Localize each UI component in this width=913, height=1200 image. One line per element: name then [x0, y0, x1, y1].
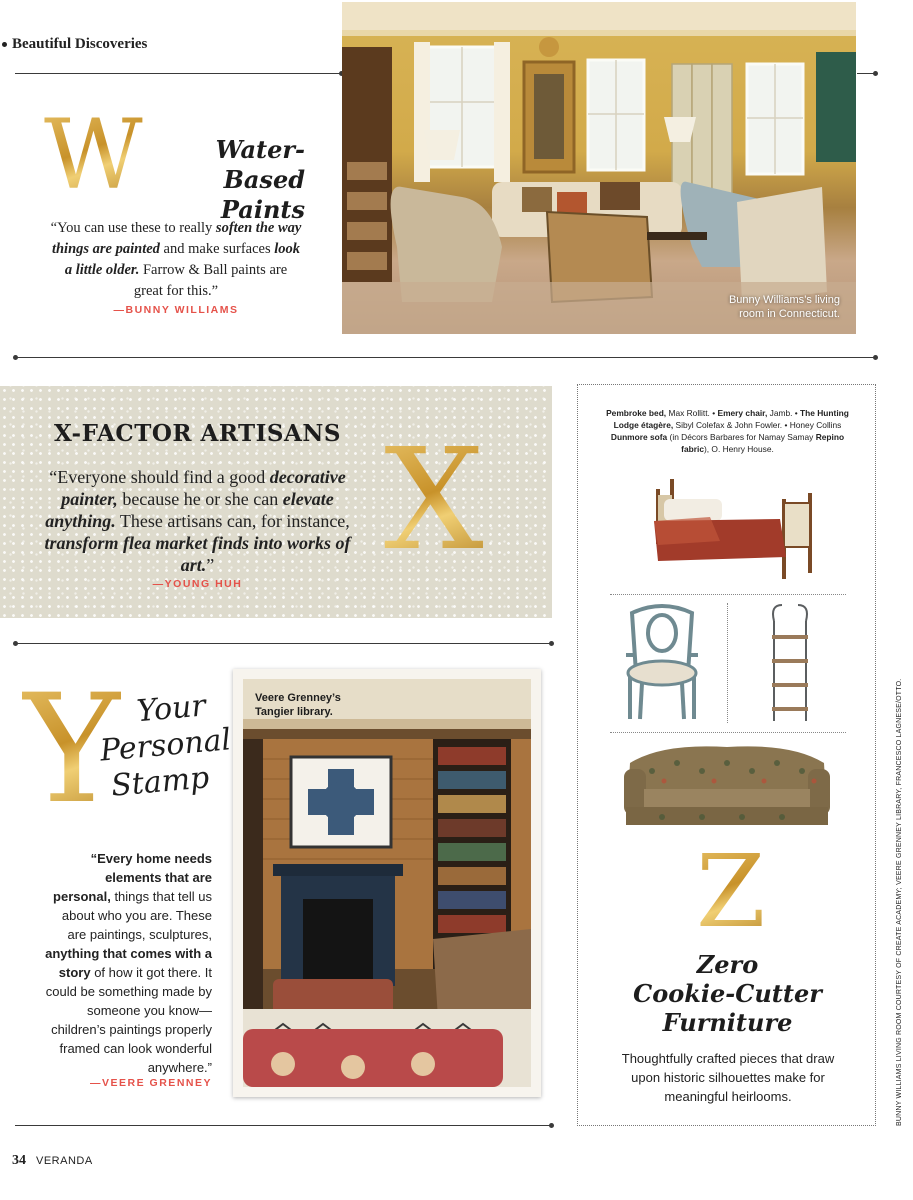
z-dotted-divider: [610, 594, 846, 595]
library-caption-line2: Tangier library.: [255, 706, 333, 718]
text-run: ”: [206, 555, 215, 575]
w-attribution: —BUNNY WILLIAMS: [113, 304, 239, 316]
z-product-credits: [600, 407, 855, 455]
y-quote: [44, 849, 212, 1077]
text-run: Dunmore sofa: [610, 432, 668, 442]
z-panel: [577, 384, 876, 1126]
library-caption: [255, 691, 341, 719]
etagere-image: [768, 601, 812, 723]
text-run: ), O. Henry House.: [703, 444, 774, 454]
text-run: of how it got there. It could be something made by someone you know—children’s paintings properly framed can look wonderful anywhere.”: [45, 965, 212, 1075]
z-heading-line2: Cookie-Cutter: [633, 979, 822, 1008]
bed-image: [650, 479, 820, 584]
text-run: (in Décors Barbares for Namay Samay: [667, 432, 816, 442]
section-label: Beautiful Discoveries: [12, 36, 148, 52]
photo-credit: BUNNY WILLIAMS LIVING ROOM COURTESY OF CREATE ACADEMY; VEERE GRENNEY LIBRARY, FRANCESCO LAGNESE/OTTO.: [896, 678, 903, 1126]
text-run: “Every home needs elements that are personal,: [53, 851, 212, 904]
text-run: things that tell us about who you are. These are paintings, sculptures,: [61, 889, 212, 942]
divider: [15, 643, 552, 644]
y-attribution: —VEERE GRENNEY: [90, 1077, 212, 1089]
text-run: and make surfaces: [159, 241, 275, 257]
text-run: Sibyl Colefax & John Fowler. • Honey Collins: [673, 420, 842, 430]
divider-dot: [549, 1123, 554, 1128]
text-run: anything that comes with a story: [45, 946, 212, 980]
text-run: These artisans can, for instance,: [115, 511, 350, 531]
text-run: elevate anything.: [45, 489, 334, 531]
living-room-illustration: [342, 2, 856, 334]
x-heading: X-FACTOR ARTISANS: [54, 420, 341, 447]
y-script-line2: Personal: [98, 722, 233, 769]
w-heading: [135, 135, 305, 225]
z-body-text: Thoughtfully crafted pieces that draw upon historic silhouettes make for meaningful heirlooms.: [621, 1051, 835, 1104]
text-run: “Everyone should find a good: [49, 467, 270, 487]
divider-dot: [873, 355, 878, 360]
drop-letter-w: W: [44, 99, 143, 211]
divider: [15, 357, 875, 358]
page-footer: [12, 1151, 93, 1169]
divider-dot: [549, 641, 554, 646]
w-quote: [50, 218, 302, 302]
y-script-heading: [96, 687, 235, 806]
z-heading: [578, 950, 877, 1037]
library-caption-line1: Veere Grenney’s: [255, 692, 341, 704]
text-run: Repino fabric: [681, 432, 845, 454]
divider-dot: [873, 71, 878, 76]
living-room-caption-line2: room in Connecticut.: [739, 308, 840, 320]
divider: [15, 1125, 552, 1126]
w-heading-line1: Water-Based: [215, 135, 305, 194]
library-illustration: [243, 679, 531, 1087]
text-run: soften the way things are painted: [51, 220, 302, 257]
magazine-name: VERANDA: [36, 1155, 93, 1167]
text-run: look a little older.: [64, 241, 301, 278]
text-run: Farrow & Ball paints are great for this.”: [133, 262, 288, 299]
z-heading-line3: Furniture: [662, 1008, 793, 1037]
z-dotted-divider-vertical: [727, 603, 728, 723]
library-image: [243, 679, 531, 1087]
living-room-caption: [729, 293, 840, 321]
drop-letter-z: Z: [696, 833, 766, 950]
text-run: because he or she can: [117, 489, 283, 509]
text-run: transform flea market finds into works of art.: [44, 533, 351, 575]
w-heading-line2: Paints: [220, 195, 305, 224]
text-run: “You can use these to really: [50, 220, 216, 236]
divider: [15, 73, 341, 74]
text-run: decorative painter,: [61, 467, 346, 509]
z-dotted-divider: [610, 732, 846, 733]
text-run: Max Rollitt. •: [666, 408, 718, 418]
z-heading-line1: Zero: [696, 950, 759, 979]
drop-letter-x: X: [384, 419, 484, 582]
text-run: The Hunting Lodge étagère,: [613, 408, 849, 430]
drop-letter-y: Y: [22, 663, 122, 837]
text-run: Emery chair,: [717, 408, 768, 418]
living-room-photo: [342, 2, 856, 334]
text-run: Jamb. •: [767, 408, 801, 418]
x-stucco-panel: [0, 386, 552, 618]
text-run: Pembroke bed,: [606, 408, 667, 418]
sofa-image: [622, 741, 832, 831]
y-script-line1: Your: [135, 688, 208, 730]
library-photo: [233, 669, 541, 1097]
chair-image: [622, 603, 704, 721]
y-script-line3: Stamp: [109, 760, 211, 804]
x-attribution: —YOUNG HUH: [152, 578, 243, 590]
living-room-caption-line1: Bunny Williams’s living: [728, 294, 840, 306]
x-quote: [40, 466, 355, 576]
page-number: 34: [12, 1153, 26, 1168]
header-bullet-dot: [2, 42, 7, 47]
